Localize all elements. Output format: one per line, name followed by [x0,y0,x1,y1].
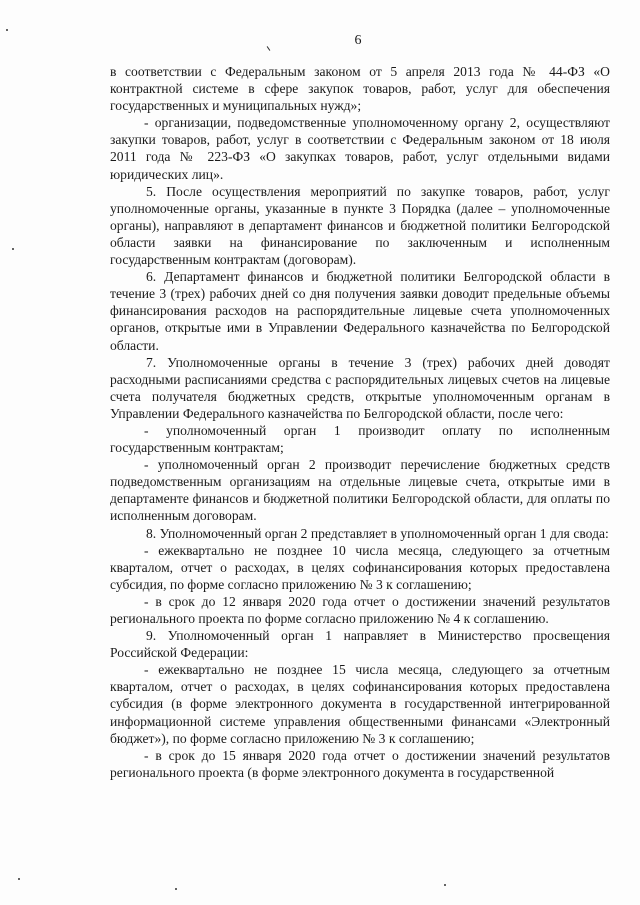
list-item: - в срок до 12 января 2020 года отчет о достижении значений результатов регионального проекта по форме согласно приложению № 4 к соглашению. [110,593,610,626]
list-item: - ежеквартально не позднее 15 числа месяца, следующего за отчетным кварталом, отчет о расходах, в целях софинансирования которых предоставлена субсидия (в форме электронного документа в государственной интегрированной информационной системе управления общественными финансами «Электронный бюджет»), по форме согласно приложению № 3 к соглашению; [110,662,610,746]
paragraph: 7. Уполномоченные органы в течение 3 (трех) рабочих дней доводят расходными расписаниями средства с распорядительных лицевых счетов на лицевые счета получателя бюджетных средств, открытые уполномоченным органам в Управлении Федерального казначейства по Белгородской области, после чего: [110,354,610,421]
list-item: - уполномоченный орган 2 производит перечисление бюджетных средств подведомственным организациям на отдельные лицевые счета, открытые ими в департаменте финансов и бюджетной политики Белгородской области, для оплаты по исполненным договорам. [110,457,610,524]
list-item: - уполномоченный орган 1 производит оплату по исполненным государственным контрактам; [110,422,610,456]
paragraph: 5. После осуществления мероприятий по закупке товаров, работ, услуг уполномоченные органы, указанные в пункте 3 Порядка (далее – уполномоченные органы), направляют в департамент финансов и бюджетной политики Белгородской области заявки на финансирование по заключенным и исполненным государственным контрактам (договорам). [110,183,610,268]
scan-speck [6,29,8,31]
paragraph: 6. Департамент финансов и бюджетной политики Белгородской области в течение 3 (трех) рабочих дней со дня получения заявки доводит предельные объемы финансирования расходов на распорядительные лицевые счета уполномоченных органов, открытые ими в Управлении Федерального казначейства по Белгородской области. [110,269,610,353]
list-item: - в срок до 15 января 2020 года отчет о достижении значений результатов регионального проекта (в форме электронного документа в государственной [110,747,610,780]
paragraph: 8. Уполномоченный орган 2 представляет в уполномоченный орган 1 для свода: [146,525,609,541]
paragraph: в соответствии с Федеральным законом от 5 апреля 2013 года № 44-ФЗ «О контрактной системе в сфере закупок товаров, работ, услуг для обеспечения государственных и муниципальных нужд»; [110,64,610,114]
page-number: 6 [354,33,362,48]
scan-speck [12,248,14,250]
scan-speck [444,884,446,886]
list-item: - организации, подведомственные уполномоченному органу 2, осуществляют закупки товаров, работ, услуг в соответствии с Федеральным законом от 18 июля 2011 года № 223-ФЗ «О закупках товаров, работ, услуг отдельными видами юридических лиц». [110,115,610,182]
scan-speck [175,888,177,890]
list-item: - ежеквартально не позднее 10 числа месяца, следующего за отчетным кварталом, отчет о расходах, в целях софинансирования которых предоставлена субсидия, по форме согласно приложению № 3 к соглашению; [110,542,610,592]
scan-speck [18,878,20,880]
paragraph: 9. Уполномоченный орган 1 направляет в Министерство просвещения Российской Федерации: [110,628,610,661]
document-body [110,63,610,781]
